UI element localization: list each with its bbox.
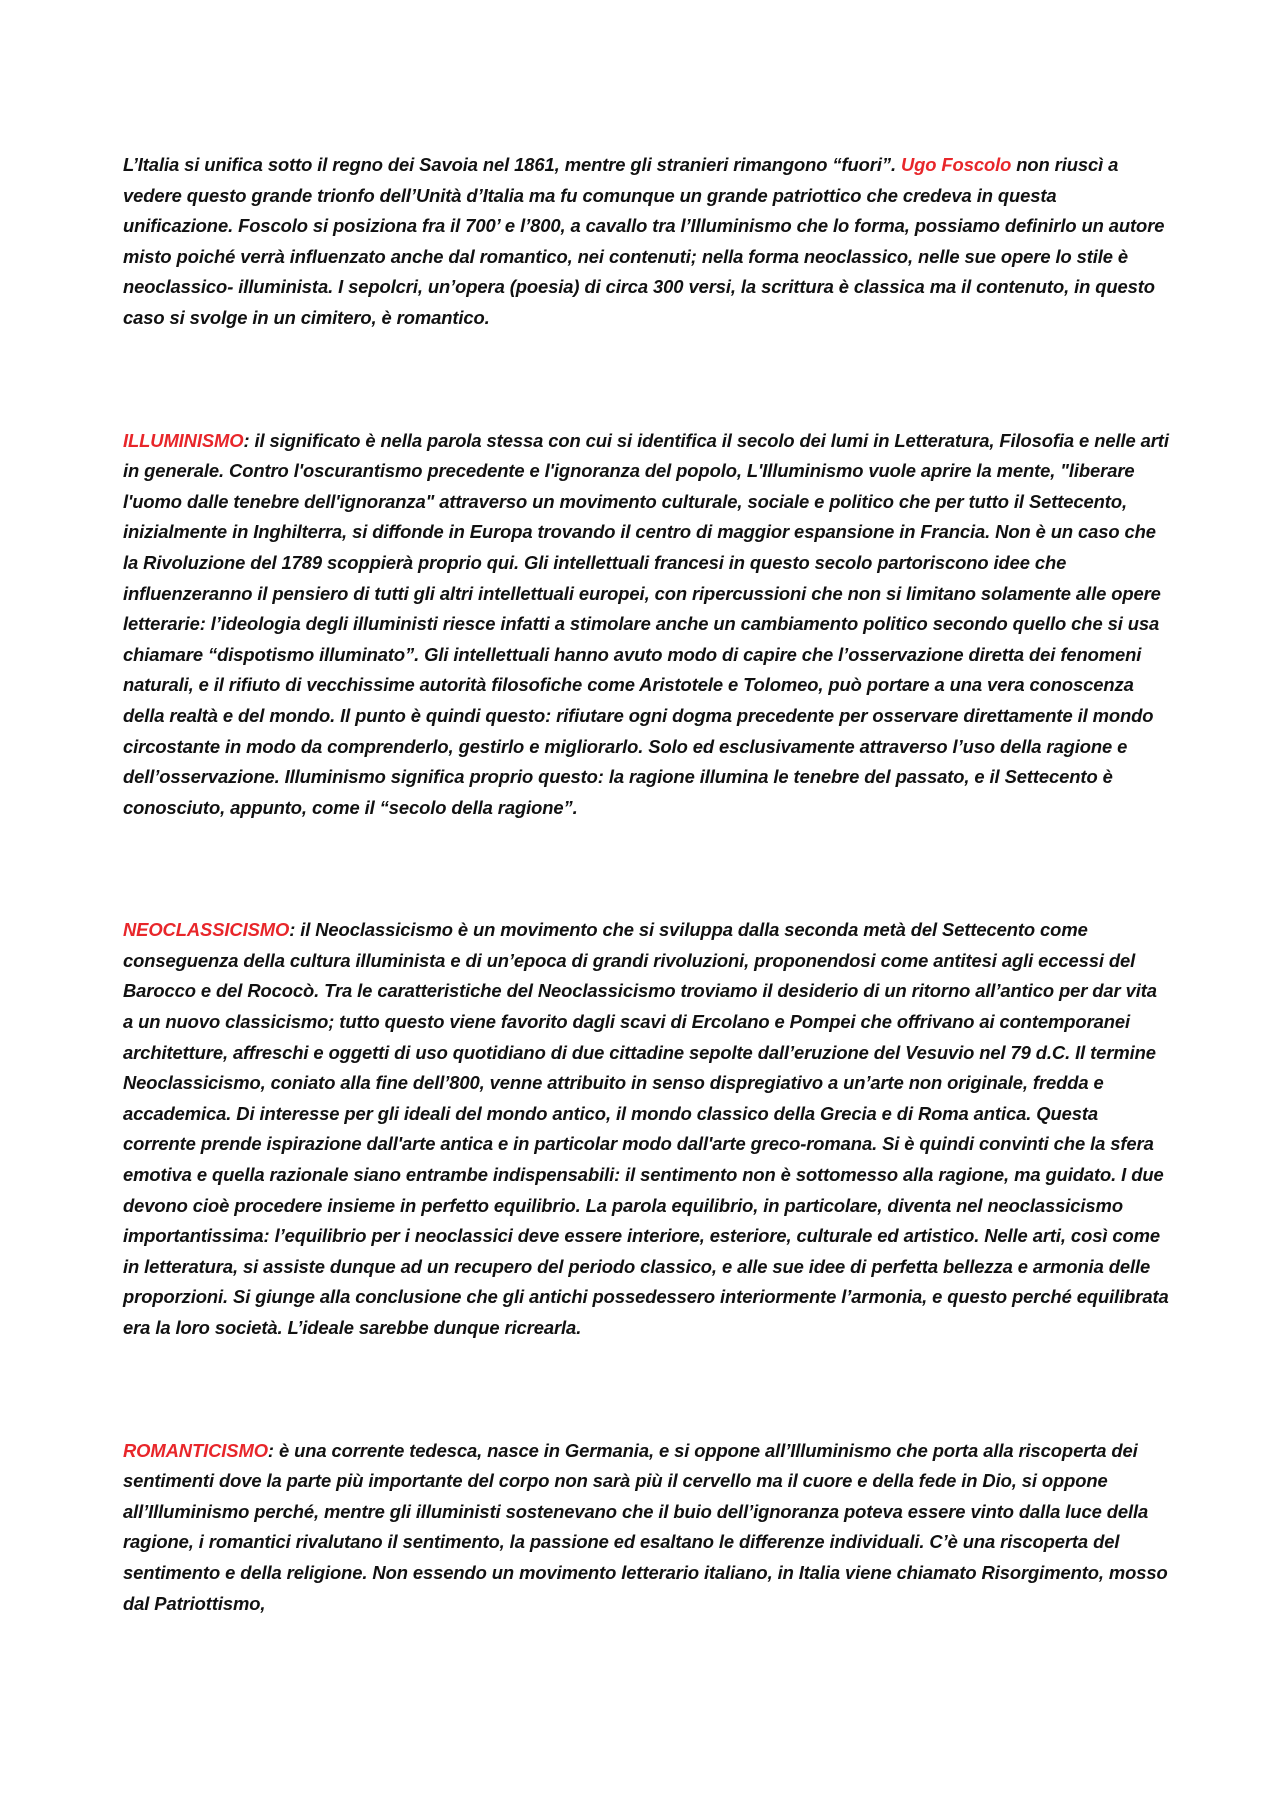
spacer (123, 823, 1169, 915)
romanticismo-term: ROMANTICISMO (123, 1439, 268, 1461)
romanticismo-text: : è una corrente tedesca, nasce in Germania, e si oppone all’Illuminismo che porta alla riscoperta dei sentimenti dove la parte più importante del corpo non sarà più il cervello ma il cuore e della fede in Dio, si oppone all’Illuminismo perché, mentre gli illuministi sostenevano che il buio dell’ignoranza poteva essere vinto dalla luce della ragione, i romantici rivalutano il sentimento, la passione ed esaltano le differenze individuali. C’è una riscoperta del sentimento e della religione. Non essendo un movimento letterario italiano, in Italia viene chiamato Risorgimento, mosso dal Patriottismo, (123, 1439, 1168, 1614)
illuminismo-text: : il significato è nella parola stessa con cui si identifica il secolo dei lumi in Letteratura, Filosofia e nelle arti in generale. Contro l'oscurantismo precedente e l'ignoranza del popolo, L'Illuminismo vuole aprire la mente, "liberare l'uomo dalle tenebre dell'ignoranza" attraverso un movimento culturale, sociale e politico che per tutto il Settecento, inizialmente in Inghilterra, si diffonde in Europa trovando il centro di maggior espansione in Francia. Non è un caso che la Rivoluzione del 1789 scoppierà proprio qui. Gli intellettuali francesi in questo secolo partoriscono idee che influenzeranno il pensiero di tutti gli altri intellettuali europei, con ripercussioni che non si limitano solamente alle opere letterarie: l’ideologia degli illuministi riesce infatti a stimolare anche un cambiamento politico secondo quello che si usa chiamare “dispotismo illuminato”. Gli intellettuali hanno avuto modo di capire che l’osservazione diretta dei fenomeni naturali, e il rifiuto di vecchissime autorità filosofiche come Aristotele e Tolomeo, può portare a una vera conoscenza della realtà e del mondo. Il punto è quindi questo: rifiutare ogni dogma precedente per osservare direttamente il mondo circostante in modo da comprenderlo, gestirlo e migliorarlo. Solo ed esclusivamente attraverso l’uso della ragione e dell’osservazione. Illuminismo significa proprio questo: la ragione illumina le tenebre del passato, e il Settecento è conosciuto, appunto, come il “secolo della ragione”. (123, 429, 1169, 818)
spacer (123, 334, 1169, 426)
document-page (123, 150, 1169, 1619)
intro-paragraph (123, 150, 1169, 334)
romanticismo-paragraph (123, 1436, 1169, 1620)
illuminismo-paragraph (123, 426, 1169, 824)
intro-text-2: non riuscì a vedere questo grande trionfo dell’Unità d’Italia ma fu comunque un grande patriottico che credeva in questa unificazione. Foscolo si posiziona fra il 700’ e l’800, a cavallo tra l’Illuminismo che lo forma, possiamo definirlo un autore misto poiché verrà influenzato anche dal romantico, nei contenuti; nella forma neoclassico, nelle sue opere lo stile è neoclassico- illuminista. I sepolcri, un’opera (poesia) di circa 300 versi, la scrittura è classica ma il contenuto, in questo caso si svolge in un cimitero, è romantico. (123, 154, 1165, 328)
neoclassicismo-paragraph (123, 915, 1169, 1343)
neoclassicismo-term: NEOCLASSICISMO (123, 919, 290, 941)
illuminismo-term: ILLUMINISMO (123, 429, 244, 451)
spacer (123, 1344, 1169, 1436)
neoclassicismo-text: : il Neoclassicismo è un movimento che si sviluppa dalla seconda metà del Settecento come conseguenza della cultura illuminista e di un’epoca di grandi rivoluzioni, proponendosi come antitesi agli eccessi del Barocco e del Rococò. Tra le caratteristiche del Neoclassicismo troviamo il desiderio di un ritorno all’antico per dar vita a un nuovo classicismo; tutto questo viene favorito dagli scavi di Ercolano e Pompei che offrivano ai contemporanei architetture, affreschi e oggetti di uso quotidiano di due cittadine sepolte dall’eruzione del Vesuvio nel 79 d.C. Il termine Neoclassicismo, coniato alla fine dell’800, venne attribuito in senso dispregiativo a un’arte non originale, fredda e accademica. Di interesse per gli ideali del mondo antico, il mondo classico della Grecia e di Roma antica. Questa corrente prende ispirazione dall'arte antica e in particolar modo dall'arte greco-romana. Si è quindi convinti che la sfera emotiva e quella razionale siano entrambe indispensabili: il sentimento non è sottomesso alla ragione, ma guidato. I due devono cioè procedere insieme in perfetto equilibrio. La parola equilibrio, in particolare, diventa nel neoclassicismo importantissima: l’equilibrio per i neoclassici deve essere interiore, esteriore, culturale ed artistico. Nelle arti, così come in letteratura, si assiste dunque ad un recupero del periodo classico, e alle sue idee di perfetta bellezza e armonia delle proporzioni. Si giunge alla conclusione che gli antichi possedessero interiormente l’armonia, e questo perché equilibrata era la loro società. L’ideale sarebbe dunque ricrearla. (123, 919, 1169, 1338)
author-name: Ugo Foscolo (900, 154, 1012, 175)
intro-text-1: L’Italia si unifica sotto il regno dei Savoia nel 1861, mentre gli stranieri rimangono “fuori”. (123, 154, 901, 175)
